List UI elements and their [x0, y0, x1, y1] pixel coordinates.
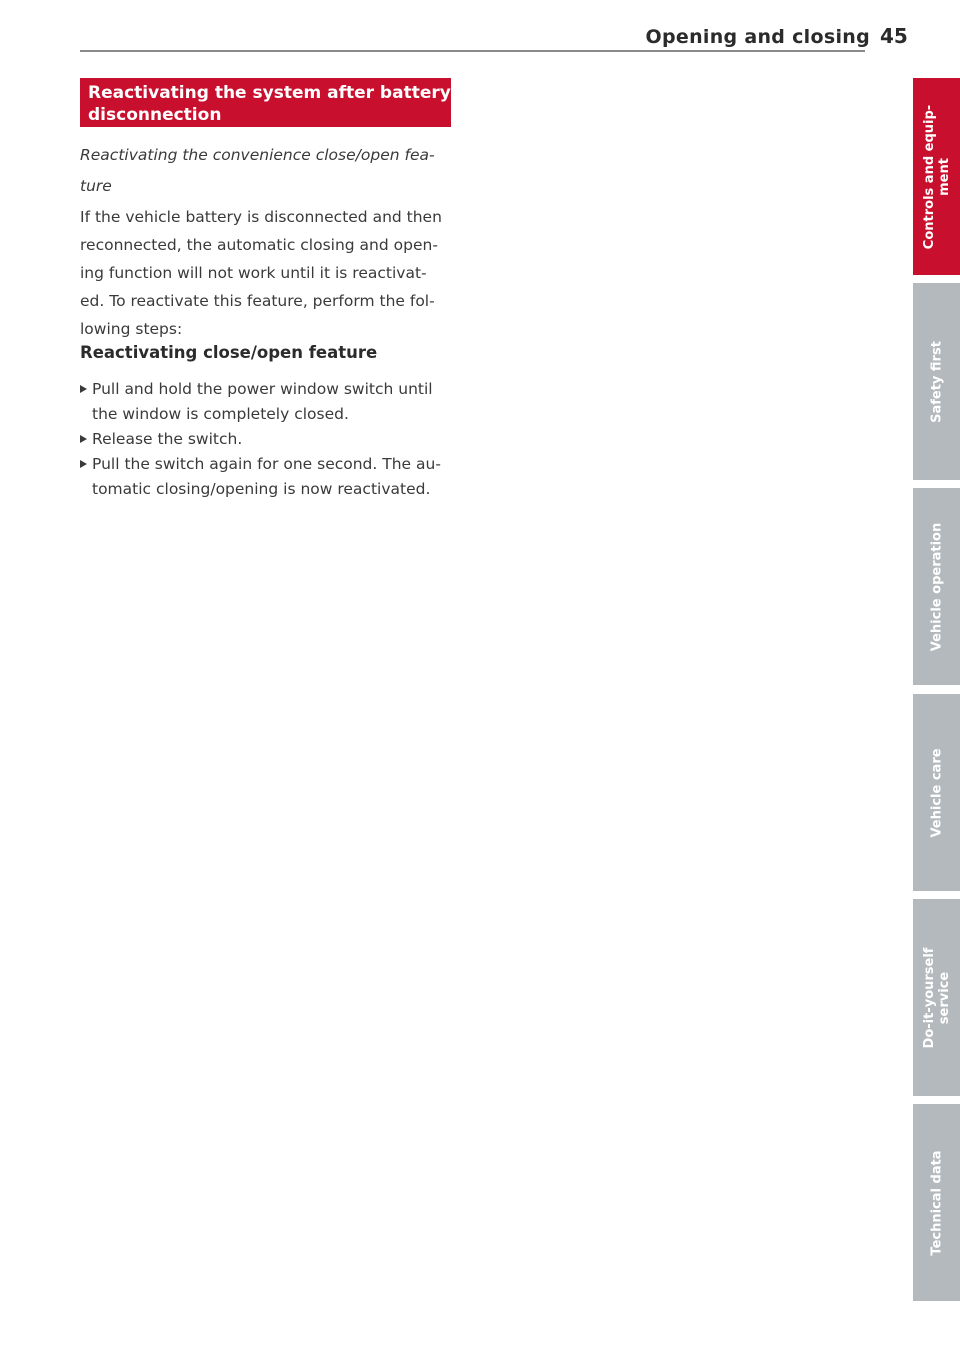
- tab-vehicle-care[interactable]: [913, 694, 960, 891]
- step-line: Pull the switch again for one second. The au-: [92, 455, 441, 473]
- triangle-bullet-icon: [80, 460, 87, 468]
- step-item: [80, 452, 460, 502]
- tab-technical-data[interactable]: [913, 1104, 960, 1301]
- intro-line: ture: [80, 177, 112, 195]
- section-title-line: disconnection: [88, 105, 222, 125]
- step-item: [80, 427, 460, 452]
- step-line: Release the switch.: [92, 430, 243, 448]
- body-line: lowing steps:: [80, 320, 183, 338]
- tab-label-line: Do-it-yourself: [921, 947, 937, 1048]
- subheading: Reactivating close/open feature: [80, 343, 378, 362]
- tab-label-line: Vehicle operation: [929, 522, 944, 651]
- header-divider: [80, 50, 865, 52]
- tab-label-line: Controls and equip-: [921, 104, 937, 249]
- intro-italic-text: [80, 140, 452, 202]
- tab-label: [922, 104, 952, 248]
- step-list: [80, 377, 460, 502]
- step-line: tomatic closing/opening is now reactivated.: [92, 480, 431, 498]
- tab-vehicle-operation[interactable]: [913, 488, 960, 685]
- tab-label-line: Vehicle care: [929, 747, 944, 838]
- body-line: If the vehicle battery is disconnected and then: [80, 208, 442, 226]
- body-line: ed. To reactivate this feature, perform the fol-: [80, 292, 435, 310]
- section-title-banner: [80, 78, 451, 127]
- step-item: [80, 377, 460, 427]
- tab-label-line: Safety first: [929, 340, 944, 423]
- step-line: Pull and hold the power window switch until: [92, 380, 433, 398]
- tab-controls-and-equipment[interactable]: [913, 78, 960, 275]
- tab-label: [929, 1150, 944, 1255]
- chapter-tab-bar: [913, 78, 960, 1299]
- tab-safety-first[interactable]: [913, 283, 960, 480]
- tab-label-line: service: [936, 971, 952, 1024]
- tab-do-it-yourself-service[interactable]: [913, 899, 960, 1096]
- tab-label-line: ment: [936, 157, 952, 196]
- step-line: the window is completely closed.: [92, 405, 349, 423]
- triangle-bullet-icon: [80, 435, 87, 443]
- body-paragraph: [80, 203, 460, 343]
- body-line: ing function will not work until it is reactivat-: [80, 264, 427, 282]
- tab-label-line: Technical data: [929, 1149, 944, 1256]
- tab-label: [922, 947, 952, 1048]
- section-title-line: Reactivating the system after battery: [88, 83, 451, 103]
- intro-line: Reactivating the convenience close/open fea-: [80, 146, 435, 164]
- chapter-title: Opening and closing: [645, 26, 870, 48]
- triangle-bullet-icon: [80, 385, 87, 393]
- tab-label: [929, 522, 944, 650]
- page-number: 45: [880, 24, 908, 48]
- body-line: reconnected, the automatic closing and open-: [80, 236, 438, 254]
- tab-label: [929, 748, 944, 837]
- tab-label: [929, 341, 944, 423]
